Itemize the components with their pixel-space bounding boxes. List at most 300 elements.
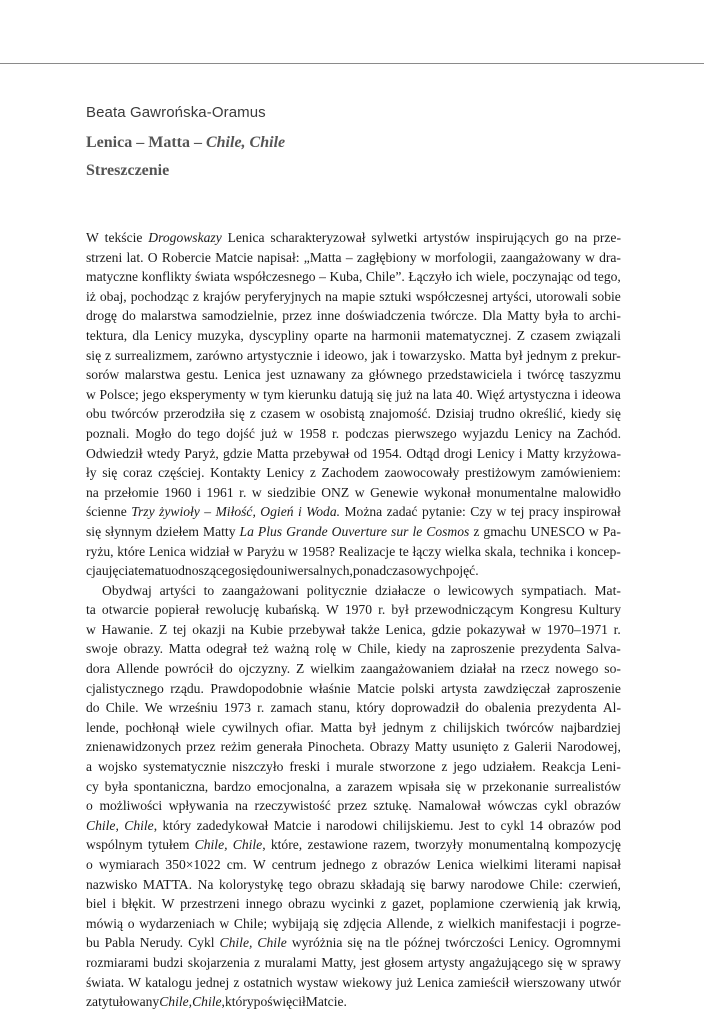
word: w [567,954,578,970]
word: artystycznie [246,347,313,363]
word: morfologii, [434,249,497,265]
word: W [128,974,142,990]
word: słynnym [105,523,152,539]
word: Robercie [161,249,211,265]
word: poznali. [86,425,130,441]
text-line [86,679,621,699]
word: był [505,347,523,363]
word: Matta [168,641,201,657]
word: tekście [104,230,143,245]
word: i [316,347,321,363]
word: Lenicy [476,445,515,461]
word: mówią [86,915,123,931]
word: współczesnej [415,288,489,304]
word: 1960 [164,484,192,500]
word: przez [186,739,216,755]
text-line [86,777,621,797]
word: głosem [384,954,424,970]
word: sur [391,523,409,539]
word: który [162,817,192,833]
word: W [86,230,99,245]
word: a [335,778,342,794]
word: zaowocowały [384,465,460,481]
word: najbardziej [560,719,621,735]
word: Matty [526,445,560,461]
word: te [398,543,409,559]
word: zaproszenie [450,641,515,657]
word: towarzysko. [399,347,466,363]
text-line [86,463,621,483]
word: Matty [507,308,540,324]
word: wiele, [475,269,509,285]
word: biel [86,896,107,912]
word: w [588,523,599,539]
word: zamówieniem: [540,465,621,481]
word: i [197,484,201,500]
header-rule [0,63,704,64]
word: Obrazy [369,739,410,755]
word: otwarcie [101,602,149,618]
word: twórcę [527,367,565,383]
word: Miłość, [215,504,256,520]
word: określić, [519,406,566,422]
word: sobie [592,288,621,304]
text-line [86,581,621,601]
word: współczesnego [233,269,316,285]
word: r. [332,425,340,441]
word: kompozycję [554,837,621,853]
word: Lenicy [266,465,305,481]
word: na [231,621,245,637]
word: była [104,778,129,794]
word: artysty [427,954,465,970]
word: odnoszącego [171,563,242,579]
word: Zachód. [576,425,621,441]
word: monumentalną [468,837,550,853]
word: polski [401,680,435,696]
word: zadedykował [196,817,269,833]
word: Chile, [192,994,225,1010]
text-line [86,483,621,503]
word: Reakcja [541,759,586,775]
word: i [517,367,522,383]
word: utorowali [535,288,589,304]
word: częściej. [158,465,205,481]
word: w [531,621,542,637]
word: poświęcił [253,994,306,1010]
word: Chile, [357,641,391,657]
word: wtedy [146,445,181,461]
word: Matty [203,523,236,539]
word: inspirujących [475,230,550,245]
word: Kuba, [329,269,363,285]
word: Matcie [357,680,395,696]
word: artyści, [492,288,532,304]
text-line [86,306,621,326]
word: prze- [593,230,621,245]
word: Lenica [436,857,474,872]
word: budzi [153,954,184,970]
word: kiedy [396,641,427,657]
word: rolę [314,641,337,657]
word: z [437,915,444,931]
word: się [410,876,426,892]
word: monumentalne [476,484,558,500]
word: ta [86,602,96,618]
word: zadać [386,504,418,520]
word: wybijają [271,915,319,931]
word: r. [613,621,621,637]
word: MATTA. [142,876,193,892]
word: obrazu [288,896,326,912]
word: z [254,954,261,970]
abstract-body [86,228,621,1012]
word: wielkim [310,661,355,677]
word: nazwisko [86,876,138,892]
word: ONZ [321,484,350,500]
word: mapie [341,288,376,304]
word: narodowe [470,876,525,892]
word: Obydwaj [102,582,152,598]
word: Pabla [104,935,135,951]
word: przestrzeni [180,896,240,912]
word: wydarzeniach [139,915,215,931]
word: literami [534,857,577,872]
word: Trzy [131,504,155,520]
text-line [86,816,621,836]
word: widział [189,543,230,559]
word: inspirował [563,504,621,520]
text-line [86,326,621,346]
word: Z [516,327,526,343]
text-line [86,718,621,738]
word: 40. [455,386,473,402]
word: w [288,543,299,559]
word: r. [257,700,265,716]
word: okazji [192,621,226,637]
word: sztukę. [373,798,412,814]
word: swoje [86,641,118,657]
word: Chile, [86,817,119,833]
text-line [86,267,621,287]
word: do [122,308,136,324]
word: napisał [582,857,621,872]
word: Chile; [233,915,268,931]
word: Ouverture [331,523,388,539]
text-line [86,424,621,444]
word: le [412,523,423,539]
word: przedstawiciela [427,367,513,383]
word: z [430,719,437,735]
word: obrazy. [123,641,163,657]
word: ostatnich [243,974,293,990]
word: trudno [479,406,515,422]
word: pracy [528,504,559,520]
text-line [86,855,621,875]
word: się [86,523,102,539]
word: w [86,621,96,637]
word: właśnie [309,680,351,696]
word: twórców [506,719,554,735]
word: na [416,386,429,402]
word: w [233,543,244,559]
word: Allende [116,661,160,677]
word: twórcze. [430,308,478,324]
text-line [86,542,621,562]
word: które, [270,837,303,853]
word: sympatiach. [521,582,587,598]
word: wielkimi [479,857,529,872]
word: tej [172,621,187,637]
word: wiele [185,719,216,735]
text-line [86,914,621,934]
word: coraz [123,465,153,481]
word: iż [86,288,96,304]
word: lat. [126,249,144,265]
word: z [473,523,480,539]
word: był [358,719,377,735]
word: r. [239,484,247,500]
word: Odtąd [406,445,440,461]
word: przez [337,798,367,814]
word: podczas [345,425,389,441]
word: od [576,269,591,285]
title-prefix: Lenica – Matta – [86,134,206,151]
word: cykl [544,798,568,814]
word: Dzisiaj [435,406,475,422]
word: z [192,288,199,304]
word: prezydenta [537,700,597,716]
word: zatytułowany [86,994,160,1010]
word: Chile, [194,837,228,853]
word: malowidło [562,484,621,500]
word: artyści [159,582,196,598]
word: wojsko [97,759,138,775]
word: się [547,954,563,970]
word: Jest [458,817,480,833]
word: krzyżowa- [563,445,621,461]
text-line [86,659,621,679]
word: czerwienią [499,896,559,912]
word: murale [335,759,374,775]
word: matematycznej. [425,327,512,343]
word: inne [316,308,341,324]
word: obrazów [548,817,596,833]
word: lewicowych [447,582,514,598]
word: Chile, [159,994,193,1010]
word: sprawy [581,954,621,970]
word: i [570,915,575,931]
word: Matcie [215,249,253,265]
word: Genewie [370,484,419,500]
word: Polsce; [99,386,139,402]
word: jednym [526,347,568,363]
word: popierał [154,602,200,618]
text-line [86,385,621,405]
word: generała [256,739,303,755]
word: razem, [373,837,410,853]
word: surrealistów [554,778,621,794]
word: ideowo, [324,347,368,363]
word: z [371,857,378,872]
word: zaangażowany [500,249,581,265]
word: wyróżnia [291,935,343,951]
word: i [569,543,574,559]
word: emocjonalna, [256,778,330,794]
text-line [86,639,621,659]
word: Lenicy [514,425,553,441]
word: malarstwa [124,367,181,383]
word: Lenicy. [509,935,550,951]
word: Grande [286,523,328,539]
word: się [241,563,257,579]
word: już [396,974,413,990]
word: Prawdopodobnie [210,680,303,696]
word: Mat- [594,582,621,598]
word: wykonał [423,484,471,500]
word: obrazów [574,798,621,814]
word: Paryż, [184,445,219,461]
word: W [252,857,266,872]
word: Kultury [578,602,621,618]
word: strzeni [86,249,123,265]
word: cywilnych [221,719,279,735]
word: z [233,974,240,990]
word: Dla [482,308,502,324]
text-line [86,992,621,1012]
word: lende, [86,719,119,735]
word: zaangażowaniem [360,661,455,677]
word: za [351,367,364,383]
word: ofiar. [285,719,314,735]
word: zaangażowani [222,582,299,598]
word: w [420,249,431,265]
word: tytułem [147,837,190,853]
word: Plus [257,523,283,539]
word: jednej [196,974,230,990]
word: spontaniczna, [133,778,209,794]
word: z [380,896,387,912]
word: Matcie. [305,994,347,1010]
word: także [351,621,380,637]
text-line [86,933,621,953]
word: się [445,778,461,794]
word: świata [195,269,230,285]
word: Realizacje [338,543,396,559]
word: a [86,759,93,775]
word: rozmiarami [86,954,149,970]
word: narodowi [326,817,378,833]
word: artysta [441,680,478,696]
word: barwy [430,876,465,892]
word: rządu. [170,680,204,696]
word: osobistą [320,406,365,422]
word: jak [371,347,389,363]
word: w [496,504,507,520]
word: pod [600,817,621,833]
word: kiedy [570,406,601,422]
word: Leni- [591,759,621,775]
word: kolorystykę [218,876,284,892]
word: rzeczywistość [254,798,331,814]
word: manifestacji [499,915,567,931]
section-heading: Streszczenie [86,162,170,179]
word: się [347,935,363,951]
word: Chile, [232,837,266,853]
word: znajomość. [369,406,431,422]
text-line [86,365,621,385]
word: wpływania [168,798,229,814]
word: usunięto [452,739,499,755]
word: dra- [599,249,621,265]
word: jest [266,367,286,383]
word: chilijskich [442,719,500,735]
word: krwią, [586,896,621,912]
word: i [112,896,116,912]
word: Lenica [223,367,261,383]
word: z [105,347,112,363]
word: na [86,484,99,500]
word: Galerii [514,739,553,755]
word: błękit. [121,896,156,912]
word: dojść [226,425,255,441]
word: Chile: [529,876,563,892]
word: niszczyło [232,759,284,775]
word: też [252,641,269,657]
word: Allende, [386,915,433,931]
word: krajów [202,288,241,304]
word: lata [432,386,453,402]
word: Drogowskazy [148,230,222,245]
word: bu [86,935,100,951]
word: był [391,602,409,618]
word: technika [519,543,566,559]
word: napisał: [257,249,300,265]
word: 1961 [206,484,234,500]
word: do [177,425,192,441]
word: W [161,896,175,912]
word: na [502,661,515,677]
word: Chile”. [365,269,405,285]
author-name: Beata Gawrońska-Oramus [86,104,266,121]
word: na [574,230,588,245]
word: ojczyzny. [238,661,291,677]
word: so- [604,661,621,677]
word: żywioły [159,504,200,520]
word: prezydenta [520,641,581,657]
word: zamieścił [457,974,510,990]
word: o [86,857,93,872]
word: do [465,700,479,716]
word: przebywał [292,445,350,461]
word: 14 [529,817,543,833]
word: w [251,484,262,500]
word: znienawidzonych [86,739,182,755]
word: czerwień, [568,876,621,892]
word: go [554,230,569,245]
word: i [326,759,330,775]
word: wrześniu [168,700,218,716]
word: tego, [594,269,621,285]
word: poplamione [429,896,494,912]
word: tematu [134,563,172,579]
text-line [86,620,621,640]
text-line [86,796,621,816]
word: utwór [589,974,621,990]
text-line [86,737,621,757]
word: Czy [470,504,493,520]
word: drogi [443,445,473,461]
